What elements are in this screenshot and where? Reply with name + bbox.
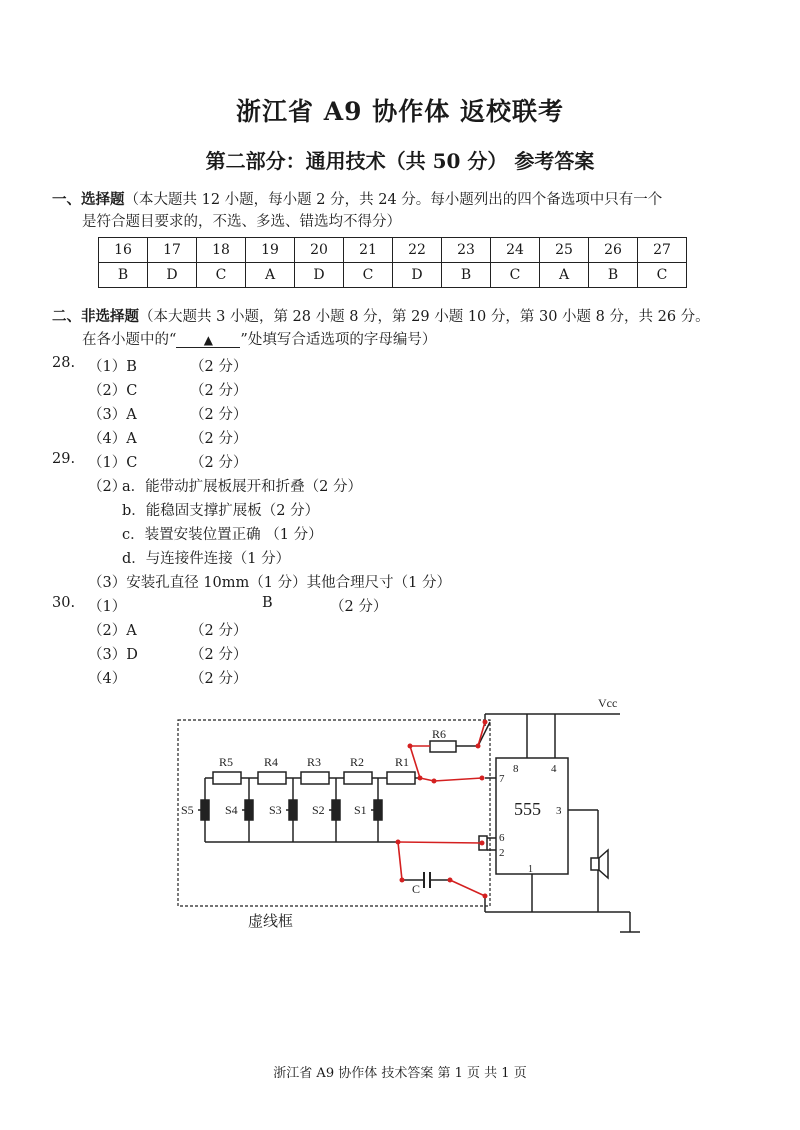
r5-label: R5 xyxy=(219,755,234,769)
question-number-cell: 16 xyxy=(99,238,148,263)
question-number-cell: 18 xyxy=(197,238,246,263)
q29-item3: （3）安装孔直径 10mm（1 分）其他合理尺寸（1 分） xyxy=(88,575,451,591)
answer-cell: B xyxy=(99,263,148,288)
q29-item2-b: b．能稳固支撑扩展板（2 分） xyxy=(122,503,320,519)
q30-item4-label: （4） xyxy=(88,671,127,687)
q30-item3-label: （3）D xyxy=(88,647,138,663)
q30-item2-score: （2 分） xyxy=(190,623,248,639)
switch-s4 xyxy=(245,800,253,820)
pin4-label: 4 xyxy=(551,763,557,775)
s5-label: S5 xyxy=(181,803,194,817)
r1-label: R1 xyxy=(395,755,410,769)
question-number-cell: 23 xyxy=(442,238,491,263)
q28-item2-label: （2）C xyxy=(88,383,138,399)
q29-item2-prefix: （2） xyxy=(88,479,127,495)
q28-item4-label: （4）A xyxy=(88,431,137,447)
resistor-r2 xyxy=(344,772,372,784)
capacitor-label: C xyxy=(412,882,421,896)
answer-cell: A xyxy=(540,263,589,288)
q28-item3-score: （2 分） xyxy=(190,407,248,423)
q29-item1-score: （2 分） xyxy=(190,455,248,471)
page-footer: 浙江省 A9 协作体 技术答案 第 1 页 共 1 页 xyxy=(273,1066,527,1081)
pin7-label: 7 xyxy=(499,773,505,785)
switch-s3 xyxy=(289,800,297,820)
pin2-label: 2 xyxy=(499,847,505,859)
q28-item3-label: （3）A xyxy=(88,407,137,423)
page-subtitle: 第二部分：通用技术（共 50 分） 参考答案 xyxy=(205,149,595,173)
section1-desc-line2: 是符合题目要求的，不选、多选、错选均不得分） xyxy=(82,214,401,230)
pin8-label: 8 xyxy=(513,763,519,775)
answer-cell: D xyxy=(295,263,344,288)
switch-s5 xyxy=(201,800,209,820)
chip-label: 555 xyxy=(514,799,541,819)
resistor-r4 xyxy=(258,772,286,784)
q30-number: 30. xyxy=(52,595,76,611)
question-number-cell: 17 xyxy=(148,238,197,263)
q28-number: 28. xyxy=(52,355,76,371)
r3-label: R3 xyxy=(307,755,322,769)
switch-s2 xyxy=(332,800,340,820)
resistor-r5 xyxy=(213,772,241,784)
q29-number: 29. xyxy=(52,451,76,467)
resistor-r6 xyxy=(430,741,456,752)
section2-desc-line2-a: 在各小题中的“ xyxy=(82,332,177,348)
resistor-r3 xyxy=(301,772,329,784)
question-number-cell: 24 xyxy=(491,238,540,263)
s1-label: S1 xyxy=(354,803,367,817)
q28-item2-score: （2 分） xyxy=(190,383,248,399)
answer-cell: D xyxy=(148,263,197,288)
answer-cell: B xyxy=(442,263,491,288)
dashed-frame-label: 虚线框 xyxy=(248,914,294,930)
answer-cell: C xyxy=(197,263,246,288)
speaker-cone xyxy=(599,850,608,878)
question-number-cell: 22 xyxy=(393,238,442,263)
question-number-cell: 19 xyxy=(246,238,295,263)
q30-item1-answer: B xyxy=(262,595,273,611)
s2-label: S2 xyxy=(312,803,325,817)
question-number-cell: 25 xyxy=(540,238,589,263)
answer-cell: C xyxy=(638,263,687,288)
q29-item2-d: d．与连接件连接（1 分） xyxy=(122,551,291,567)
section2-desc-line2-b: ”处填写合适选项的字母编号） xyxy=(240,332,437,348)
section1-heading: 一、选择题 xyxy=(52,191,125,208)
speaker-body xyxy=(591,858,599,870)
resistor-r1 xyxy=(387,772,415,784)
q29-item2-c: c．装置安装位置正确 （1 分） xyxy=(122,527,323,543)
switch-s1 xyxy=(374,800,382,820)
q30-item1-label: （1） xyxy=(88,599,127,615)
q30-item4-score: （2 分） xyxy=(190,671,248,687)
vcc-label: Vcc xyxy=(598,696,618,710)
s3-label: S3 xyxy=(269,803,282,817)
answer-cell: B xyxy=(589,263,638,288)
question-number-cell: 27 xyxy=(638,238,687,263)
question-number-cell: 26 xyxy=(589,238,638,263)
q28-item1-score: （2 分） xyxy=(190,359,248,375)
section2-heading: 二、非选择题 xyxy=(52,308,139,325)
s4-label: S4 xyxy=(225,803,238,817)
answer-cell: C xyxy=(344,263,393,288)
q29-item2-a: a．能带动扩展板展开和折叠（2 分） xyxy=(122,479,362,495)
r2-label: R2 xyxy=(350,755,365,769)
pin3-label: 3 xyxy=(556,805,562,817)
page-title: 浙江省 A9 协作体 返校联考 xyxy=(236,97,564,126)
answer-cell: D xyxy=(393,263,442,288)
answer-cell: C xyxy=(491,263,540,288)
pin1-label: 1 xyxy=(528,864,533,875)
q29-item1-label: （1）C xyxy=(88,455,138,471)
q30-item2-label: （2）A xyxy=(88,623,137,639)
section1-desc-line1: （本大题共 12 小题，每小题 2 分，共 24 分。每小题列出的四个备选项中只有一个 xyxy=(124,192,663,208)
question-number-cell: 20 xyxy=(295,238,344,263)
r6-label: R6 xyxy=(432,727,447,741)
q28-item1-label: （1）B xyxy=(88,359,137,375)
q30-item3-score: （2 分） xyxy=(190,647,248,663)
question-number-cell: 21 xyxy=(344,238,393,263)
r4-label: R4 xyxy=(264,755,279,769)
blank-mark: ▲ xyxy=(176,333,240,348)
pin6-label: 6 xyxy=(499,832,505,844)
section2-desc-line1: （本大题共 3 小题，第 28 小题 8 分，第 29 小题 10 分，第 30 小题 8 分，共 26 分。 xyxy=(139,309,710,325)
q28-item4-score: （2 分） xyxy=(190,431,248,447)
answer-cell: A xyxy=(246,263,295,288)
q30-item1-score: （2 分） xyxy=(330,599,388,615)
